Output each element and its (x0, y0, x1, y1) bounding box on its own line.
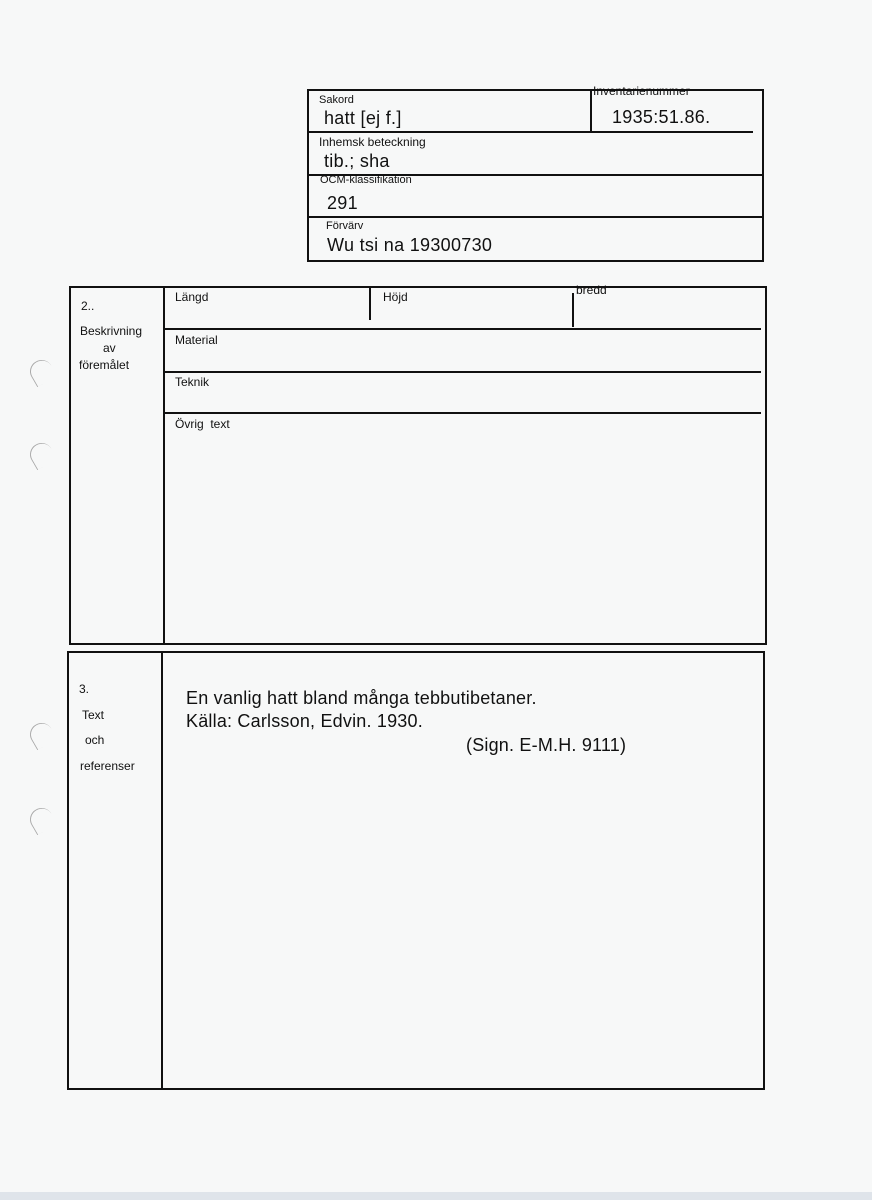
ocm-klassifikation-value: 291 (327, 193, 358, 213)
punch-hole-mark (26, 356, 57, 387)
bredd-label: bredd (576, 283, 607, 297)
forvarv-label: Förvärv (326, 220, 364, 232)
material-label: Material (175, 333, 218, 347)
header-rule (307, 131, 753, 133)
langd-hojd-divider (369, 286, 371, 320)
inhemsk-beteckning-label: Inhemsk beteckning (319, 135, 426, 149)
forvarv-value: Wu tsi na 19300730 (327, 235, 493, 255)
header-divider (590, 89, 592, 131)
reference-text-signature: (Sign. E-M.H. 9111) (466, 735, 627, 755)
reference-text-line1: En vanlig hatt bland många tebbutibetaner. (186, 688, 537, 708)
section3-title-line3: referenser (80, 759, 135, 773)
inhemsk-beteckning-value: tib.; sha (324, 151, 390, 171)
section2-title-line1: Beskrivning (80, 324, 143, 338)
hojd-label: Höjd (383, 290, 408, 304)
section2-number: 2.. (81, 299, 95, 313)
section2-rule (163, 412, 761, 414)
section2-left-divider (163, 286, 165, 645)
inventarienummer-label: Inventarienummer (593, 84, 690, 98)
section2-title-line2: av (103, 341, 116, 355)
section2-title-line3: föremålet (79, 358, 130, 372)
ocm-klassifikation-label: OCM-klassifikation (320, 174, 412, 186)
ovrig-text-label: Övrig text (175, 417, 230, 431)
sakord-value: hatt [ej f.] (324, 108, 402, 128)
teknik-label: Teknik (175, 375, 210, 389)
section2-rule (163, 328, 761, 330)
punch-hole-mark (26, 804, 57, 835)
hojd-bredd-divider (572, 293, 574, 327)
header-rule (307, 216, 764, 218)
reference-text-line2: Källa: Carlsson, Edvin. 1930. (186, 711, 423, 731)
punch-hole-mark (26, 439, 57, 470)
section3-left-divider (161, 651, 163, 1090)
section3-title-line1: Text (82, 708, 105, 722)
description-section (69, 286, 767, 645)
sakord-label: Sakord (319, 94, 354, 106)
section2-rule (163, 371, 761, 373)
scan-bottom-edge (0, 1192, 872, 1200)
section3-number: 3. (79, 682, 90, 696)
punch-hole-mark (26, 719, 57, 750)
section3-title-line2: och (85, 733, 105, 747)
inventarienummer-value: 1935:51.86. (612, 107, 711, 127)
langd-label: Längd (175, 290, 209, 304)
